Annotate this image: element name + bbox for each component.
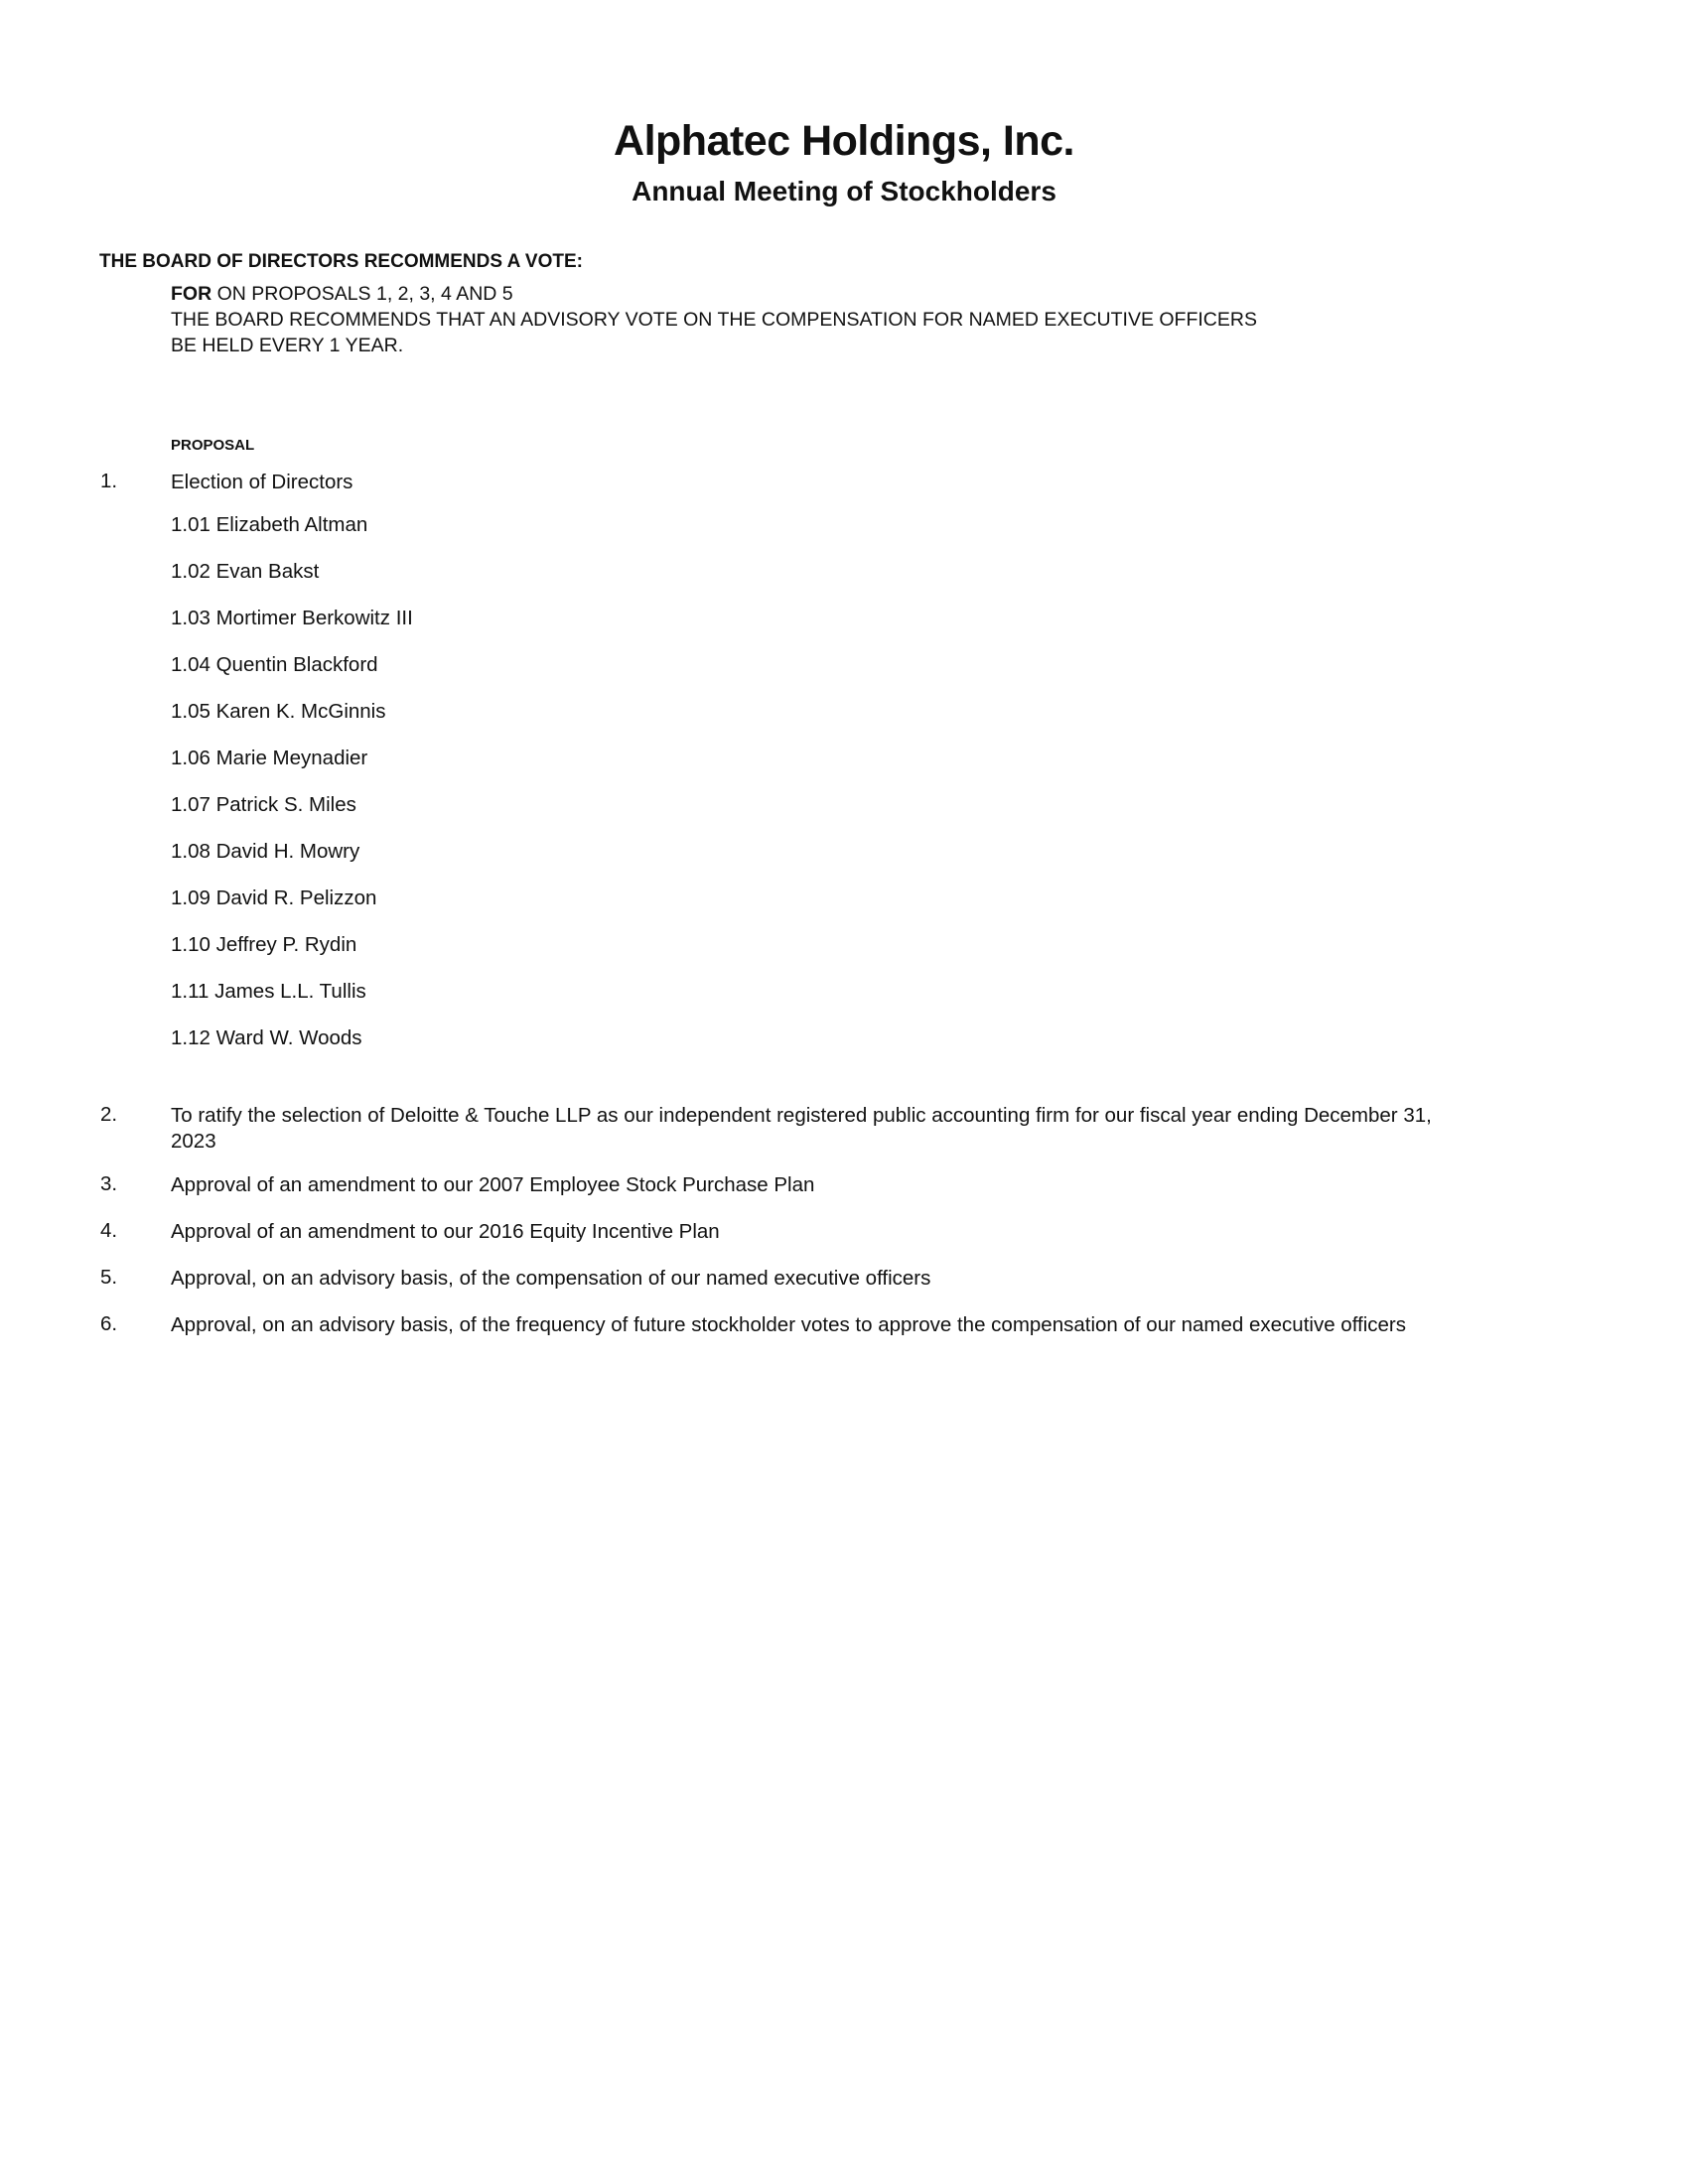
proposal-2-line-2: 2023 — [171, 1130, 216, 1153]
proposal-1-number: 1. — [100, 470, 118, 492]
proposal-1-title: Election of Directors — [171, 471, 353, 493]
proposal-6-text: Approval, on an advisory basis, of the frequency of future stockholder votes to approve the compensation of our named executive officers — [171, 1313, 1407, 1336]
recommendation-heading: THE BOARD OF DIRECTORS RECOMMENDS A VOTE: — [99, 251, 583, 272]
proposal-3-number: 3. — [100, 1172, 118, 1195]
nominee-item: 1.06 Marie Meynadier — [171, 747, 368, 769]
page-title: Alphatec Holdings, Inc. — [614, 117, 1074, 165]
for-text: ON PROPOSALS 1, 2, 3, 4 AND 5 — [211, 283, 513, 305]
nominee-item: 1.03 Mortimer Berkowitz III — [171, 607, 413, 629]
proposal-5-number: 5. — [100, 1266, 118, 1289]
nominee-item: 1.01 Elizabeth Altman — [171, 513, 368, 536]
proposal-2-line-1: To ratify the selection of Deloitte & Touche LLP as our independent registered public accounting firm for our fiscal year ending December 31, — [171, 1104, 1432, 1127]
nominee-item: 1.07 Patrick S. Miles — [171, 793, 356, 816]
proposal-6-number: 6. — [100, 1312, 118, 1335]
nominee-item: 1.12 Ward W. Woods — [171, 1026, 362, 1049]
proposal-5-text: Approval, on an advisory basis, of the compensation of our named executive officers — [171, 1267, 931, 1290]
nominee-item: 1.09 David R. Pelizzon — [171, 887, 377, 909]
nominee-item: 1.10 Jeffrey P. Rydin — [171, 933, 357, 956]
proposal-2-text — [171, 1103, 1561, 1155]
nominee-item: 1.04 Quentin Blackford — [171, 653, 378, 676]
proposal-3-text: Approval of an amendment to our 2007 Employee Stock Purchase Plan — [171, 1173, 815, 1196]
recommendation-block — [171, 281, 1257, 358]
proposal-4-text: Approval of an amendment to our 2016 Equity Incentive Plan — [171, 1220, 720, 1243]
nominee-item: 1.05 Karen K. McGinnis — [171, 700, 386, 723]
nominee-item: 1.11 James L.L. Tullis — [171, 980, 366, 1003]
nominee-item: 1.08 David H. Mowry — [171, 840, 360, 863]
proposal-4-number: 4. — [100, 1219, 118, 1242]
nominee-item: 1.02 Evan Bakst — [171, 560, 320, 583]
recommendation-line-1 — [171, 281, 1257, 307]
for-label: FOR — [171, 283, 212, 305]
recommendation-line-3: BE HELD EVERY 1 YEAR. — [171, 335, 404, 356]
proposal-2-number: 2. — [100, 1103, 118, 1126]
page-subtitle: Annual Meeting of Stockholders — [632, 176, 1056, 206]
recommendation-line-2: THE BOARD RECOMMENDS THAT AN ADVISORY VOTE ON THE COMPENSATION FOR NAMED EXECUTIVE OFFICERS — [171, 309, 1257, 331]
proposal-column-header: PROPOSAL — [171, 437, 255, 454]
